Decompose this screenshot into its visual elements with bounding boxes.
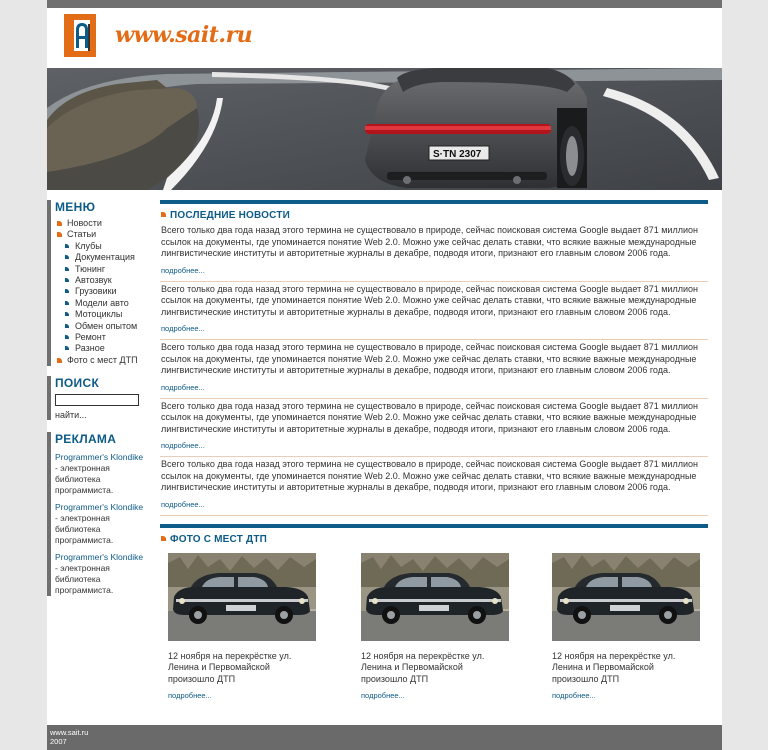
- header-banner: [47, 68, 722, 190]
- read-more-link[interactable]: подробнее...: [161, 324, 205, 333]
- read-more-link[interactable]: подробнее...: [161, 499, 205, 509]
- ad-link[interactable]: Programmer's Klondike: [55, 502, 144, 513]
- menu-item-label: Документация: [75, 252, 135, 263]
- news-section-title: ПОСЛЕДНИЕ НОВОСТИ: [160, 210, 708, 221]
- menu-item-misc[interactable]: [55, 343, 147, 354]
- news-text: Всего только два года назад этого термина не существовало в природе, сейчас поисковая система Google выдает 871 миллион ссылок на документы, где упоминается понятие Web 2.0. Можно уже сейчас делать ставки, что всякие важные международные лингвистические институты и авторитетные журналы в декабре, подводя итоги, признают его главным словом 2006 года.: [161, 225, 698, 258]
- accident-photo[interactable]: [361, 553, 509, 641]
- news-text: Всего только два года назад этого термина не существовало в природе, сейчас поисковая система Google выдает 871 миллион ссылок на документы, где упоминается понятие Web 2.0. Можно уже сейчас делать ставки, что всякие важные международные лингвистические институты и авторитетные журналы в декабре, подводя итоги, признают его главным словом 2006 года.: [161, 342, 698, 375]
- ad-text: - электронная библиотека программиста.: [55, 513, 114, 546]
- photo-caption: 12 ноября на перекрёстке ул. Ленина и Первомайской произошло ДТП: [361, 650, 485, 684]
- read-more-link[interactable]: подробнее...: [161, 382, 205, 392]
- section-divider: [160, 200, 708, 204]
- news-text: Всего только два года назад этого термина не существовало в природе, сейчас поисковая система Google выдает 871 миллион ссылок на документы, где упоминается понятие Web 2.0. Можно уже сейчас делать ставки, что всякие важные международные лингвистические институты и авторитетные журналы в декабре, подводя итоги, признают его главным словом 2006 года.: [161, 283, 698, 317]
- menu-item-label: Автозвук: [75, 275, 112, 286]
- photo-caption: 12 ноября на перекрёстке ул. Ленина и Первомайской произошло ДТП: [168, 650, 292, 684]
- menu-item-label: Клубы: [75, 240, 102, 251]
- news-item: [160, 399, 708, 458]
- menu-item-label: Мотоциклы: [75, 309, 123, 320]
- orange-bullet-icon: [57, 358, 62, 363]
- news-item: [160, 340, 708, 399]
- orange-bullet-icon: [161, 212, 166, 217]
- menu-item-car-audio[interactable]: [55, 275, 147, 286]
- orange-bullet-icon: [161, 536, 166, 541]
- sidebar: [47, 200, 147, 606]
- menu-item-repair[interactable]: [55, 332, 147, 343]
- news-text: Всего только два года назад этого термина не существовало в природе, сейчас поисковая система Google выдает 871 миллион ссылок на документы, где упоминается понятие Web 2.0. Можно уже сейчас делать ставки, что всякие важные международные лингвистические институты и авторитетные журналы в декабре, подводя итоги, признают его главным словом 2006 года.: [161, 400, 698, 434]
- news-item: [160, 457, 708, 516]
- news-item: [160, 282, 708, 341]
- main-content: [160, 200, 708, 707]
- orange-bullet-icon: [57, 232, 62, 237]
- menu-item-accident-photos[interactable]: [55, 355, 147, 366]
- menu-block: [47, 200, 147, 366]
- photo-card: [361, 553, 511, 704]
- blue-bullet-icon: [65, 346, 69, 350]
- read-more-link[interactable]: подробнее...: [161, 441, 205, 450]
- ads-block: [47, 432, 147, 596]
- page: [47, 0, 722, 750]
- site-name[interactable]: www.sait.ru: [115, 22, 253, 48]
- ads-title: РЕКЛАМА: [55, 432, 117, 447]
- search-input[interactable]: [55, 394, 139, 406]
- blue-bullet-icon: [65, 312, 69, 316]
- blue-bullet-icon: [65, 289, 69, 293]
- ad-text: - электронная библиотека программиста.: [55, 563, 114, 596]
- top-bar: [47, 0, 722, 8]
- footer: [47, 725, 722, 750]
- menu-item-label: Новости: [67, 218, 102, 228]
- menu-list: [55, 218, 147, 366]
- search-title: ПОИСК: [55, 376, 100, 391]
- section-divider: [160, 524, 708, 528]
- menu-title: МЕНЮ: [55, 200, 96, 214]
- menu-item-experience[interactable]: [55, 321, 147, 332]
- accident-photo[interactable]: [168, 553, 316, 641]
- menu-item-label: Ремонт: [75, 332, 106, 343]
- blue-bullet-icon: [65, 301, 69, 305]
- menu-item-clubs[interactable]: [55, 241, 147, 252]
- logo-icon[interactable]: [64, 14, 96, 57]
- footer-site: www.sait.ru: [50, 728, 89, 737]
- blue-bullet-icon: [65, 278, 69, 282]
- photo-gallery: [160, 547, 708, 707]
- photo-card: [168, 553, 318, 704]
- blue-bullet-icon: [65, 255, 69, 259]
- menu-item-label: Обмен опытом: [75, 320, 138, 331]
- menu-item-label: Разное: [75, 343, 105, 354]
- read-more-link[interactable]: подробнее...: [168, 691, 212, 700]
- ad-item: [55, 552, 147, 596]
- photos-section-title: ФОТО С МЕСТ ДТП: [160, 534, 708, 545]
- license-plate: S·TN 2307: [433, 149, 482, 160]
- menu-item-motorcycles[interactable]: [55, 309, 147, 320]
- menu-item-articles[interactable]: [55, 229, 147, 240]
- read-more-link[interactable]: подробнее...: [552, 691, 596, 700]
- ad-item: [55, 452, 147, 496]
- blue-bullet-icon: [65, 244, 69, 248]
- search-button[interactable]: найти...: [55, 410, 87, 421]
- blue-bullet-icon: [65, 267, 69, 271]
- ad-link[interactable]: Programmer's Klondike: [55, 552, 144, 563]
- accident-photo[interactable]: [552, 553, 700, 641]
- ad-link[interactable]: Programmer's Klondike: [55, 452, 144, 463]
- menu-item-label: Фото с мест ДТП: [67, 354, 138, 365]
- orange-bullet-icon: [57, 221, 62, 226]
- photo-caption: 12 ноября на перекрёстке ул. Ленина и Первомайской произошло ДТП: [552, 650, 676, 684]
- menu-item-trucks[interactable]: [55, 286, 147, 297]
- menu-item-news[interactable]: [55, 218, 147, 229]
- read-more-link[interactable]: подробнее...: [361, 691, 405, 700]
- menu-item-label: Грузовики: [75, 286, 117, 297]
- menu-item-car-models[interactable]: [55, 298, 147, 309]
- news-item: [160, 223, 708, 282]
- menu-item-documentation[interactable]: [55, 252, 147, 263]
- photo-card: [552, 553, 702, 704]
- search-block: [47, 376, 147, 420]
- read-more-link[interactable]: подробнее...: [161, 265, 205, 275]
- footer-year: 2007: [50, 737, 67, 746]
- blue-bullet-icon: [65, 324, 69, 328]
- menu-item-label: Тюнинг: [75, 263, 106, 274]
- ad-text: - электронная библиотека программиста.: [55, 463, 114, 496]
- news-text: Всего только два года назад этого термина не существовало в природе, сейчас поисковая система Google выдает 871 миллион ссылок на документы, где упоминается понятие Web 2.0. Можно уже сейчас делать ставки, что всякие важные международные лингвистические институты и авторитетные журналы в декабре, подводя итоги, признают его главным словом 2006 года.: [161, 459, 698, 492]
- menu-item-tuning[interactable]: [55, 264, 147, 275]
- blue-bullet-icon: [65, 335, 69, 339]
- menu-item-label: Модели авто: [75, 297, 129, 308]
- menu-item-label: Статьи: [67, 229, 97, 240]
- ad-item: [55, 502, 147, 546]
